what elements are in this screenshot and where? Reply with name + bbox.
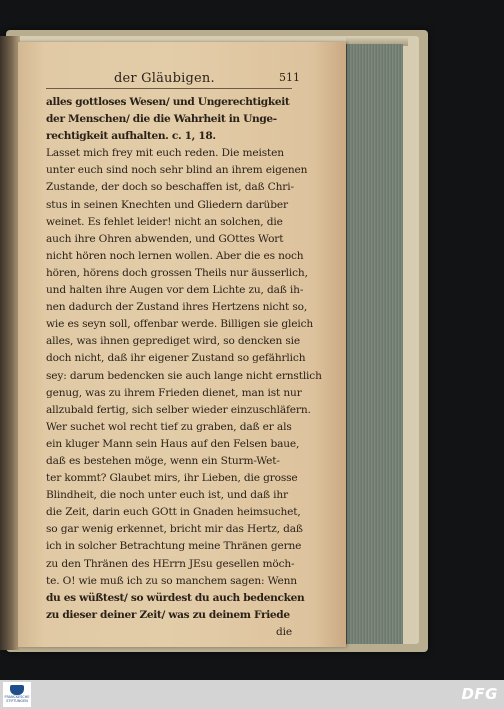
text-line: daß es bestehen möge, wenn ein Sturm-Wet- <box>46 454 280 467</box>
header-rule <box>46 88 292 89</box>
page-text-block <box>46 71 322 641</box>
page-edges-stack <box>346 44 403 644</box>
text-line: Zustande, der doch so beschaffen ist, daß Chri- <box>46 181 294 194</box>
text-line: weinet. Es fehlet leider! nicht an solchen, die <box>46 215 283 228</box>
text-lines <box>46 94 322 624</box>
text-line: nen dadurch der Zustand ihres Hertzens nicht so, <box>46 301 308 314</box>
text-line: allzubald fertig, sich selber wieder einzuschläfern. <box>46 403 311 416</box>
text-line: Lasset mich frey mit euch reden. Die meisten <box>46 147 284 160</box>
text-line: der Menschen/ die die Wahrheit in Unge- <box>46 113 277 126</box>
eagle-emblem-icon <box>10 685 24 695</box>
text-line: ich in solcher Betrachtung meine Thränen gerne <box>46 540 302 553</box>
running-head <box>46 71 300 91</box>
text-line: alles, was ihnen geprediget wird, so dencken sie <box>46 335 301 348</box>
text-line: die Zeit, darin euch GOtt in Gnaden heimsuchet, <box>46 506 301 519</box>
franckesche-stiftungen-logo[interactable] <box>3 682 31 707</box>
text-line: alles gottloses Wesen/ und Ungerechtigkeit <box>46 96 290 108</box>
text-line: rechtigkeit aufhalten. c. 1, 18. <box>46 130 216 143</box>
text-line: hören, hörens doch grossen Theils nur äusserlich, <box>46 266 308 279</box>
spine-gutter-shadow <box>0 36 20 650</box>
logo-caption: FRANCKESCHE STIFTUNGEN <box>4 695 30 703</box>
text-line: stus in seinen Knechten und Gliedern darüber <box>46 198 288 211</box>
text-line: zu den Thränen des HErrn JEsu gesellen möch- <box>46 557 295 570</box>
text-line: genug, was zu ihrem Frieden dienet, man ist nur <box>46 386 302 399</box>
text-line: so gar wenig erkennet, bricht mir das Hertz, daß <box>46 523 303 536</box>
text-line: du es wüßtest/ so würdest du auch bedencken <box>46 591 305 604</box>
text-line: wie es seyn soll, offenbar werde. Billigen sie gleich <box>46 318 314 331</box>
text-line: auch ihre Ohren abwenden, und GOttes Wort <box>46 232 284 245</box>
text-line: und halten ihre Augen vor dem Lichte zu, daß ih- <box>46 284 304 297</box>
page-number: 511 <box>279 71 300 84</box>
text-line: ein kluger Mann sein Haus auf den Felsen baue, <box>46 437 300 450</box>
text-line: sey: darum bedencken sie auch lange nicht ernstlich <box>46 369 322 382</box>
text-line: Wer suchet wol recht tief zu graben, daß er als <box>46 420 292 433</box>
text-line: ter kommt? Glaubet mirs, ihr Lieben, die grosse <box>46 472 298 485</box>
dfg-logo[interactable]: DFG <box>461 685 498 703</box>
text-line: unter euch sind noch sehr blind an ihrem eigenen <box>46 164 308 177</box>
text-line: nicht hören noch lernen wollen. Aber die es noch <box>46 249 304 262</box>
text-line: Blindheit, die noch unter euch ist, und daß ihr <box>46 489 288 502</box>
text-line: zu dieser deiner Zeit/ was zu deinem Friede <box>46 608 290 621</box>
viewer-footer-bar <box>0 680 504 709</box>
text-line: te. O! wie muß ich zu so manchem sagen: Wenn <box>46 574 297 587</box>
running-head-title: der Gläubigen. <box>114 71 215 86</box>
text-line: doch nicht, daß ihr eigener Zustand so gefährlich <box>46 352 306 365</box>
catchword: die <box>276 625 292 638</box>
